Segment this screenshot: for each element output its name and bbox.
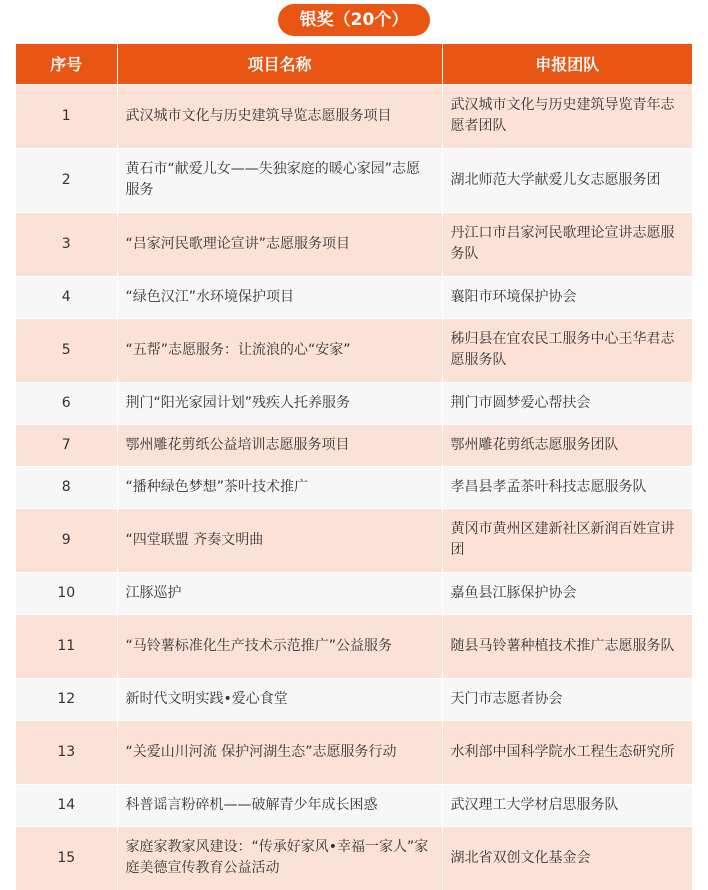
row-project: 新时代文明实践•爱心食堂	[117, 678, 442, 720]
header-team: 申报团队	[442, 44, 692, 84]
row-project: 家庭家教家风建设：“传承好家风•幸福一家人”家庭美德宣传教育公益活动	[117, 826, 442, 890]
table-row	[16, 678, 692, 720]
row-team: 武汉理工大学材启思服务队	[442, 784, 692, 826]
row-number: 8	[16, 466, 117, 508]
table-row	[16, 466, 692, 508]
table-row	[16, 720, 692, 784]
row-project: “四堂联盟 齐奏文明曲	[117, 508, 442, 572]
row-team: 天门市志愿者协会	[442, 678, 692, 720]
row-number: 4	[16, 276, 117, 318]
row-number: 14	[16, 784, 117, 826]
table-row	[16, 212, 692, 276]
row-team: 襄阳市环境保护协会	[442, 276, 692, 318]
row-number: 13	[16, 720, 117, 784]
row-number: 11	[16, 614, 117, 678]
row-number: 10	[16, 572, 117, 614]
row-team: 湖北师范大学献爱儿女志愿服务团	[442, 148, 692, 212]
table-row	[16, 614, 692, 678]
row-project: “播种绿色梦想”茶叶技术推广	[117, 466, 442, 508]
row-project: 鄂州雕花剪纸公益培训志愿服务项目	[117, 424, 442, 466]
row-project: “吕家河民歌理论宣讲”志愿服务项目	[117, 212, 442, 276]
table-row	[16, 784, 692, 826]
row-number: 9	[16, 508, 117, 572]
award-badge: 银奖（20个）	[278, 4, 431, 36]
row-team: 荆门市圆梦爱心帮扶会	[442, 382, 692, 424]
row-number: 1	[16, 84, 117, 148]
row-team: 随县马铃薯种植技术推广志愿服务队	[442, 614, 692, 678]
row-project: 科普谣言粉碎机——破解青少年成长困惑	[117, 784, 442, 826]
row-project: 黄石市“献爱儿女——失独家庭的暖心家园”志愿服务	[117, 148, 442, 212]
table-row	[16, 382, 692, 424]
row-team: 湖北省双创文化基金会	[442, 826, 692, 890]
table-row	[16, 318, 692, 382]
header-project-name: 项目名称	[117, 44, 442, 84]
row-team: 孝昌县孝孟茶叶科技志愿服务队	[442, 466, 692, 508]
row-number: 2	[16, 148, 117, 212]
row-number: 3	[16, 212, 117, 276]
table-row	[16, 424, 692, 466]
row-project: “关爱山川河流 保护河湖生态”志愿服务行动	[117, 720, 442, 784]
row-team: 丹江口市吕家河民歌理论宣讲志愿服务队	[442, 212, 692, 276]
table-row	[16, 276, 692, 318]
row-number: 5	[16, 318, 117, 382]
row-number: 6	[16, 382, 117, 424]
row-project: “绿色汉江”水环境保护项目	[117, 276, 442, 318]
table-row	[16, 826, 692, 890]
row-project: “五帮”志愿服务：让流浪的心“安家”	[117, 318, 442, 382]
table-row	[16, 84, 692, 148]
row-project: 武汉城市文化与历史建筑导览志愿服务项目	[117, 84, 442, 148]
table-header-row	[16, 44, 692, 84]
row-team: 嘉鱼县江豚保护协会	[442, 572, 692, 614]
table-row	[16, 508, 692, 572]
row-team: 武汉城市文化与历史建筑导览青年志愿者团队	[442, 84, 692, 148]
row-number: 15	[16, 826, 117, 890]
row-project: “马铃薯标准化生产技术示范推广”公益服务	[117, 614, 442, 678]
award-table	[16, 44, 692, 890]
row-team: 黄冈市黄州区建新社区新润百姓宣讲团	[442, 508, 692, 572]
row-project: 荆门“阳光家园计划”残疾人托养服务	[117, 382, 442, 424]
row-team: 鄂州雕花剪纸志愿服务团队	[442, 424, 692, 466]
row-project: 江豚巡护	[117, 572, 442, 614]
header-number: 序号	[16, 44, 117, 84]
row-team: 水利部中国科学院水工程生态研究所	[442, 720, 692, 784]
row-number: 12	[16, 678, 117, 720]
award-title-area	[0, 0, 708, 44]
table-row	[16, 572, 692, 614]
table-row	[16, 148, 692, 212]
row-team: 秭归县在宜农民工服务中心王华君志愿服务队	[442, 318, 692, 382]
row-number: 7	[16, 424, 117, 466]
